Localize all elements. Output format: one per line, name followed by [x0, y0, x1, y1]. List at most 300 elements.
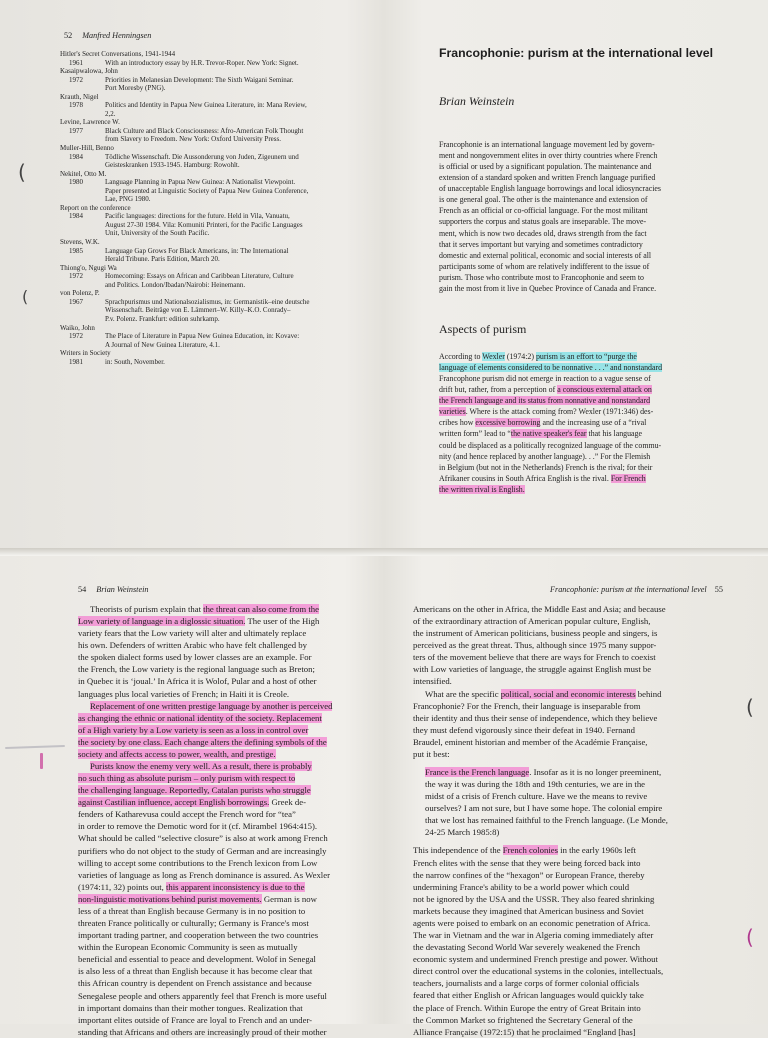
intro-paragraph: [439, 139, 757, 294]
text-line: [439, 362, 757, 373]
highlighted-text: is an effort to “purge the: [557, 352, 637, 361]
text-segment: and the increasing use of a “rival: [540, 418, 647, 428]
text-line: [413, 736, 721, 748]
text-line: [413, 615, 721, 627]
article-author: Brian Weinstein: [439, 94, 515, 108]
reference-line: [60, 59, 372, 68]
text-segment: Americans on the other in Africa, the Middle East and Asia; and because: [413, 604, 666, 614]
running-head-55: [550, 585, 731, 594]
bottom-spread: [0, 556, 768, 1037]
page-54: [0, 556, 384, 1037]
highlighted-text: purism: [535, 352, 558, 361]
text-line: [413, 965, 721, 977]
text-line: [78, 639, 372, 651]
highlighted-text: Replacement of one written prestige language by another is perceived: [90, 700, 333, 711]
running-head-54: [78, 585, 148, 594]
text-segment: in Quebec it is ‘joual.’ In Africa it is Wolof, Pular and a host of other: [78, 676, 317, 687]
page-55: [384, 556, 768, 1037]
text-segment: this African country is dependent on French assistance and because: [78, 978, 312, 989]
reference-line: [60, 101, 372, 110]
text-segment: ourselves? I am not sure, but I have some hope. The colonial empire: [425, 803, 663, 814]
text-line: of unacceptable English language borrowings and local idiosyncracies: [439, 184, 661, 194]
text-segment: Braudel, eminent historian and member of the Académie Française,: [413, 736, 648, 747]
text-line: [413, 1026, 721, 1038]
braudel-quote: [413, 766, 721, 838]
text-line: [78, 784, 372, 796]
text-line: [413, 627, 721, 639]
text-segment: teachers, journalists and a large corps of former colonial officials: [413, 978, 639, 989]
reference-text: from Slavery to Freedom. New York: Oxford University Press.: [105, 135, 281, 144]
text-segment: the French, the Low variety is the regional language such as Breton;: [78, 664, 315, 675]
text-line: [413, 929, 721, 941]
text-segment: the Common Market so frightened the Secretary General of the: [413, 1014, 633, 1025]
text-segment: not be ignored by the USA and the USSR. They also feared shrinking: [413, 893, 655, 904]
reference-line: [60, 341, 372, 350]
margin-bracket-mark: (: [22, 287, 29, 306]
reference-author: [60, 264, 372, 273]
text-line: [78, 1002, 372, 1014]
reference-line: [60, 212, 372, 221]
text-segment: that his language: [586, 429, 643, 439]
text-segment: languages plus local varieties of French; in Haiti it is Creole.: [78, 688, 290, 699]
reference-line: [60, 221, 372, 230]
text-line: [425, 790, 713, 802]
text-segment: Alliance Française (1972:15) that he proclaimed “England [has]: [413, 1026, 636, 1037]
text-segment: his own. Defenders of written Arabic who have felt challenged by: [78, 640, 307, 651]
text-line: [413, 989, 721, 1001]
text-segment: German is now: [261, 893, 317, 904]
highlighted-text: varieties: [439, 407, 466, 417]
text-line: Francophonie is an international language movement led by govern-: [439, 140, 655, 149]
reference-text: Port Moresby (PNG).: [105, 84, 166, 93]
text-line: [413, 712, 721, 724]
reference-text: Lae, PNG 1980.: [105, 195, 151, 204]
text-line: [78, 760, 372, 772]
text-line: is one general goal. The other is the maintenance and extension of: [439, 195, 648, 205]
text-segment: agents were poised to embark on an economic penetration of Africa.: [413, 917, 651, 928]
reference-text: Black Culture and Black Consciousness: Afro-American Folk Thought: [105, 126, 304, 135]
text-line: ment and nongovernment elites in over thirty countries where French: [439, 151, 658, 161]
highlighted-text: Wexler: [482, 352, 505, 361]
highlighted-text: as changing the ethnic or national identity of the society. Replacement: [78, 712, 322, 723]
text-segment: standing that Africans and others are increasingly proud of their mother: [78, 1026, 327, 1037]
text-line: [78, 832, 372, 844]
text-segment: in order to remove the Demotic word for it (cf. Mirambel 1964:415).: [78, 821, 318, 832]
page-52: [0, 0, 384, 548]
paragraph-1: [413, 603, 721, 688]
highlighted-text: Purists know the enemy very well. As a result, there is probably: [90, 761, 312, 772]
text-line: [413, 977, 721, 989]
text-segment: the spoken dialect forms used by lower classes are an example. For: [78, 652, 312, 663]
text-segment: their identity and thus their sense of independence, which they believe: [413, 712, 658, 723]
highlighted-text: against Castilian influence, accept English borrowings.: [78, 797, 270, 808]
reference-line: [60, 255, 372, 264]
text-segment: intensified.: [413, 676, 452, 687]
text-segment: could be displaced as a politically recognized language of the commu-: [439, 440, 662, 450]
reference-text: Unit, University of the South Pacific.: [105, 229, 210, 238]
reference-text: Language Planning in Papua New Guinea: A Nationalist Viewpoint.: [105, 178, 296, 187]
text-segment: willing to accept some contributions to the French lexicon from Low: [78, 857, 318, 868]
text-segment: the narrow confines of the “hexagon” or European France, thereby: [413, 869, 645, 880]
text-segment: with Low varieties of language, the struggle against English must be: [413, 664, 652, 675]
margin-bracket-mark: (: [746, 695, 754, 719]
reference-line: [60, 247, 372, 256]
text-segment: threaten France politically or culturally; Germany is France's most: [78, 918, 309, 929]
text-segment: fenders of Katharevusa could accept the French word for “tea”: [78, 809, 296, 820]
text-line: [78, 736, 372, 748]
reference-line: [60, 332, 372, 341]
reference-line: [60, 178, 372, 187]
highlighted-text: the challenging language. Reportedly, Catalan purists who struggle: [78, 785, 311, 796]
text-line: [413, 893, 721, 905]
reference-year: 1972: [69, 272, 83, 281]
folio-55: 55: [714, 585, 723, 594]
reference-line: [60, 306, 372, 315]
text-segment: beneficial and essential to peace and development. Wolof in Senegal: [78, 954, 316, 965]
text-line: [78, 1014, 372, 1026]
text-line: [413, 917, 721, 929]
text-line: [78, 941, 372, 953]
text-line: [425, 778, 713, 790]
main-text-55: [413, 603, 721, 1038]
text-line: [439, 484, 757, 495]
text-line: French as an official or co-official language. For the most militant: [439, 206, 648, 216]
reference-author: [60, 204, 372, 213]
highlighted-text: language of elements considered to be nonnative . . .” and nonstandard: [439, 363, 663, 373]
reference-year: 1972: [69, 332, 83, 341]
highlighted-text: non-linguistic motivations behind purist movements.: [78, 893, 262, 904]
reference-line: [60, 161, 372, 170]
text-line: [78, 748, 372, 760]
reference-line: [60, 110, 372, 119]
highlighted-text: this apparent inconsistency is due to the: [166, 881, 305, 892]
highlighted-text: the threat can also come from the: [203, 604, 319, 614]
text-line: domestic and external political, economic and social interests of all: [439, 250, 652, 260]
text-line: [78, 893, 372, 905]
paragraph-3: [413, 844, 721, 1037]
text-segment: The war in Vietnam and the war in Algeria coming immediately after: [413, 930, 654, 941]
text-segment: Theorists of purism explain that: [90, 604, 204, 614]
reference-year: 1985: [69, 246, 83, 255]
reference-text: Waiko, John: [60, 323, 95, 332]
text-line: [78, 615, 372, 627]
text-line: [413, 700, 721, 712]
reference-text: Homecoming: Essays on African and Caribbean Literature, Culture: [105, 272, 294, 281]
text-line: [78, 905, 372, 917]
text-line: [425, 826, 713, 838]
reference-author: [60, 238, 372, 247]
text-segment: purifiers who do not object to the study of German and are increasingly: [78, 845, 327, 856]
reference-text: Hitler's Secret Conversations, 1941-1944: [60, 50, 176, 58]
text-line: [78, 688, 372, 700]
highlighted-text: no such thing as absolute purism – only purism with respect to: [78, 773, 296, 784]
text-segment: (1974:2): [504, 352, 536, 361]
reference-text: Muller-Hill, Benno: [60, 144, 114, 153]
text-line: [78, 953, 372, 965]
running-head-text: Francophonie: purism at the international level: [550, 585, 707, 594]
highlighted-text: the French language and its status from nonnative and nonstandard: [439, 396, 651, 406]
text-line: [439, 428, 757, 439]
text-line: [413, 844, 721, 856]
highlighted-text: the native speaker's fear: [510, 429, 587, 439]
text-line: [439, 417, 757, 428]
running-head-text: Manfred Henningsen: [82, 31, 152, 40]
text-line: [439, 351, 757, 362]
text-line: [425, 766, 713, 778]
text-segment: feared that either English or African languages would quickly take: [413, 990, 644, 1001]
text-segment: the place of French. Within Europe the entry of Great Britain into: [413, 1002, 641, 1013]
text-line: [439, 451, 757, 462]
text-segment: markets because they imagined that American business and Soviet: [413, 905, 644, 916]
text-segment: less of a threat than English because Germany is in no position to: [78, 905, 306, 916]
text-segment: put it best:: [413, 748, 450, 759]
reference-author: [60, 144, 372, 153]
text-segment: in Belgium (but not in the Netherlands) French is the rival; for their: [439, 462, 653, 472]
page-53: [384, 0, 768, 548]
text-segment: economic system and undermined French prestige and power. Without: [413, 954, 658, 965]
reference-text: A Journal of New Guinea Literature, 4.1.: [105, 340, 220, 349]
reference-author: [60, 118, 372, 127]
text-segment: of the extraordinary attraction of American popular culture, English,: [413, 616, 651, 627]
text-line: [78, 627, 372, 639]
reference-year: 1984: [69, 152, 83, 161]
reference-line: [60, 135, 372, 144]
highlighted-text: the society by one class. Each change alters the defining symbols of the: [78, 736, 327, 747]
reference-text: With an introductory essay by H.R. Trevor-Roper. New York: Signet.: [105, 58, 299, 67]
reference-text: Nekitel, Otto M.: [60, 169, 107, 178]
reference-line: [60, 281, 372, 290]
text-segment: What are the specific: [425, 688, 501, 699]
reference-line: [60, 298, 372, 307]
reference-text: Report on the conference: [60, 203, 131, 212]
highlighted-text: society and affects access to power, wealth, and prestige.: [78, 748, 276, 759]
reference-author: [60, 289, 372, 298]
text-segment: that we lost has remained faithful to the French language. (Le Monde,: [425, 815, 668, 826]
text-line: [413, 603, 721, 615]
reference-text: Sprachpurismus und Nationalsozialismus, in: Germanistik–eine deutsche: [105, 297, 310, 306]
running-head-text: Brian Weinstein: [96, 585, 149, 594]
reference-text: Krauth, Nigel: [60, 92, 99, 101]
text-segment: important elites outside of France are loyal to French and an under-: [78, 1014, 313, 1025]
text-line: supporters the corpus and status goals are inseparable. The move-: [439, 217, 647, 227]
text-segment: written form” lead to “: [439, 429, 511, 439]
reference-line: [60, 229, 372, 238]
text-segment: behind: [635, 688, 662, 699]
text-line: [413, 905, 721, 917]
reference-text: Geisteskranken 1933-1945. Hamburg: Rowohlt.: [105, 161, 240, 170]
text-line: [413, 651, 721, 663]
text-segment: the way it was during the 18th and 19th centuries, we are in the: [425, 779, 646, 790]
reference-line: [60, 84, 372, 93]
highlighted-text: a conscious external attack on: [557, 385, 652, 395]
highlighted-text: the written rival is English.: [439, 484, 525, 494]
running-head-52: [64, 31, 151, 40]
reference-text: Herald Tribune. Paris Edition, March 20.: [105, 255, 220, 264]
text-line: [78, 712, 372, 724]
text-line: [78, 808, 372, 820]
text-line: [439, 462, 757, 473]
reference-year: 1967: [69, 297, 83, 306]
margin-bracket-mark: (: [18, 160, 26, 184]
reference-author: [60, 170, 372, 179]
reference-line: [60, 315, 372, 324]
highlighted-text: excessive borrowing: [475, 418, 541, 428]
text-line: purism. Those who contribute most to Francophonie and seem to: [439, 272, 644, 282]
reference-text: The Place of Literature in Papua New Guinea Education, in: Kovave:: [105, 332, 300, 341]
text-segment: perceived as the great threat. Thus, although since 1975 many suppor-: [413, 640, 657, 651]
text-line: [439, 384, 757, 395]
text-line: [413, 869, 721, 881]
highlighted-text: For French: [610, 473, 646, 483]
reference-line: [60, 127, 372, 136]
reference-text: Tödliche Wissenschaft. Die Aussonderung von Juden, Zigeunern und: [105, 152, 299, 161]
reference-author: [60, 349, 372, 358]
reference-author: [60, 67, 372, 76]
text-line: [439, 373, 757, 384]
text-line: [78, 675, 372, 687]
highlighted-text: French colonies: [502, 845, 558, 856]
reference-text: Paper presented at Linguistic Society of Papua New Guinea Conference,: [105, 186, 309, 195]
reference-line: [60, 195, 372, 204]
article-title: Francophonie: purism at the international level: [439, 46, 713, 60]
text-segment: in the early 1960s left: [558, 845, 636, 856]
paragraph-2: [413, 688, 721, 760]
reference-author: [60, 324, 372, 333]
text-line: [413, 881, 721, 893]
margin-bracket-mark: (: [746, 925, 754, 949]
reference-year: 1961: [69, 58, 83, 67]
text-line: extension of a standard spoken and written French language purified: [439, 173, 656, 183]
text-line: [425, 802, 713, 814]
pen-mark: [5, 745, 65, 749]
text-segment: Afrikaner cousins in South Africa English is the rival.: [439, 473, 611, 483]
reference-author: [60, 93, 372, 102]
reference-text: Stevens, W.K.: [60, 238, 100, 247]
reference-line: [60, 187, 372, 196]
text-line: [78, 965, 372, 977]
text-segment: . Insofar as it is no longer preeminent,: [529, 767, 662, 778]
text-segment: This independence of the: [413, 845, 503, 856]
reference-text: Pacific languages: directions for the future. Held in Vila, Vanuatu,: [105, 212, 290, 221]
highlighted-text: France is the French language: [425, 767, 530, 778]
reference-line: [60, 358, 372, 367]
text-line: [413, 953, 721, 965]
reference-text: and Politics. London/Ibadan/Nairobi: Heinemann.: [105, 280, 246, 289]
text-line: [413, 675, 721, 687]
text-segment: 24-25 March 1985:8): [425, 827, 500, 838]
text-segment: Francophone purism did not emerge in reaction to a vague sense of: [439, 374, 651, 384]
reference-text: von Polenz, P.: [60, 289, 100, 298]
highlighted-text: Low variety of language in a diglossic situation.: [78, 616, 246, 627]
text-line: [413, 941, 721, 953]
text-line: [78, 663, 372, 675]
reference-line: [60, 153, 372, 162]
reference-year: 1978: [69, 101, 83, 110]
reference-text: Wissenschaft. Beiträge von E. Lämmert–W. Killy–K.O. Conrady–: [105, 306, 291, 315]
text-line: [413, 663, 721, 675]
text-segment: What should be called “selective closure” is also at work among French: [78, 833, 328, 844]
text-line: [78, 724, 372, 736]
text-segment: direct control over the educational systems in the colonies, intellectuals,: [413, 966, 664, 977]
text-line: [413, 724, 721, 736]
reference-year: 1977: [69, 126, 83, 135]
text-segment: The user of the High: [245, 616, 320, 627]
reference-text: in: South, November.: [105, 357, 165, 366]
reference-text: 2,2.: [105, 109, 116, 118]
folio-54: 54: [78, 585, 87, 594]
text-segment: undermining France's ability to be a world power which could: [413, 881, 630, 892]
text-segment: the devastating Second World War severely weakened the French: [413, 942, 640, 953]
text-line: that it serves important but varying and sometimes contradictory: [439, 239, 643, 249]
folio-52: 52: [64, 31, 73, 40]
text-line: [78, 845, 372, 857]
text-line: [78, 651, 372, 663]
reference-author: [60, 50, 372, 59]
text-line: [413, 748, 721, 760]
text-line: [78, 603, 372, 615]
text-line: [78, 977, 372, 989]
text-line: [78, 917, 372, 929]
reference-text: Language Gap Grows For Black Americans, in: The International: [105, 246, 289, 255]
text-line: ment, which is now two decades old, draws strength from the fact: [439, 228, 647, 238]
text-line: [78, 857, 372, 869]
reference-year: 1984: [69, 212, 83, 221]
text-line: [439, 406, 757, 417]
text-segment: According to: [439, 352, 483, 361]
text-line: [413, 857, 721, 869]
text-segment: French elites with the sense that they were being forced back into: [413, 857, 641, 868]
text-line: [439, 440, 757, 451]
text-line: [78, 820, 372, 832]
pen-mark: [40, 753, 43, 769]
text-segment: drift but, rather, from a perception of: [439, 385, 558, 395]
text-segment: the instrument of American politicians, business people and singers, is: [413, 628, 658, 639]
text-line: [78, 881, 372, 893]
text-line: [425, 814, 713, 826]
text-line: [78, 772, 372, 784]
text-segment: . Where is the attack coming from? Wexler (1971:346) des-: [465, 407, 654, 417]
text-line: [413, 1014, 721, 1026]
text-segment: Francophonie? For the French, their language is inseparable from: [413, 700, 641, 711]
text-segment: cribes how: [439, 418, 476, 428]
text-line: gain the most from it live in Quebec Province of Canada and France.: [439, 283, 657, 293]
reference-text: Kasaipwalowa, John: [60, 67, 118, 76]
text-line: [413, 1002, 721, 1014]
text-line: [78, 990, 372, 1002]
text-segment: ters of the movement believe that there are ways for French to coexist: [413, 652, 656, 663]
text-segment: nity (and hence replaced by another language). . .” For the Flemish: [439, 451, 651, 461]
reference-year: 1972: [69, 75, 83, 84]
text-segment: important trading partner, and cooperation between the two countries: [78, 930, 319, 941]
text-line: [78, 869, 372, 881]
reference-year: 1981: [69, 357, 83, 366]
section-heading: Aspects of purism: [439, 322, 527, 336]
text-line: [78, 796, 372, 808]
text-segment: within the European Economic Community is seen as mutually: [78, 942, 298, 953]
reference-line: [60, 272, 372, 281]
reference-text: August 27-30 1984. Vila: Komuniti Printeri, for the Pacific Languages: [105, 220, 303, 229]
text-segment: midst of a crisis of French culture. Have we the means to revive: [425, 791, 648, 802]
text-line: [78, 700, 372, 712]
reference-text: P.v. Polenz. Frankfurt: edition suhrkamp.: [105, 314, 220, 323]
text-segment: (1974:11, 32) points out,: [78, 881, 166, 892]
highlighted-text: political, social and economic interests: [500, 688, 636, 699]
text-line: participants some of whom are relatively indifferent to the issue of: [439, 261, 650, 271]
main-text-54: [78, 603, 372, 1038]
text-segment: varieties of language as long as French dominance is assured. As Wexler: [78, 869, 330, 880]
reference-text: Levine, Lawrence W.: [60, 118, 120, 127]
text-line: [439, 473, 757, 484]
